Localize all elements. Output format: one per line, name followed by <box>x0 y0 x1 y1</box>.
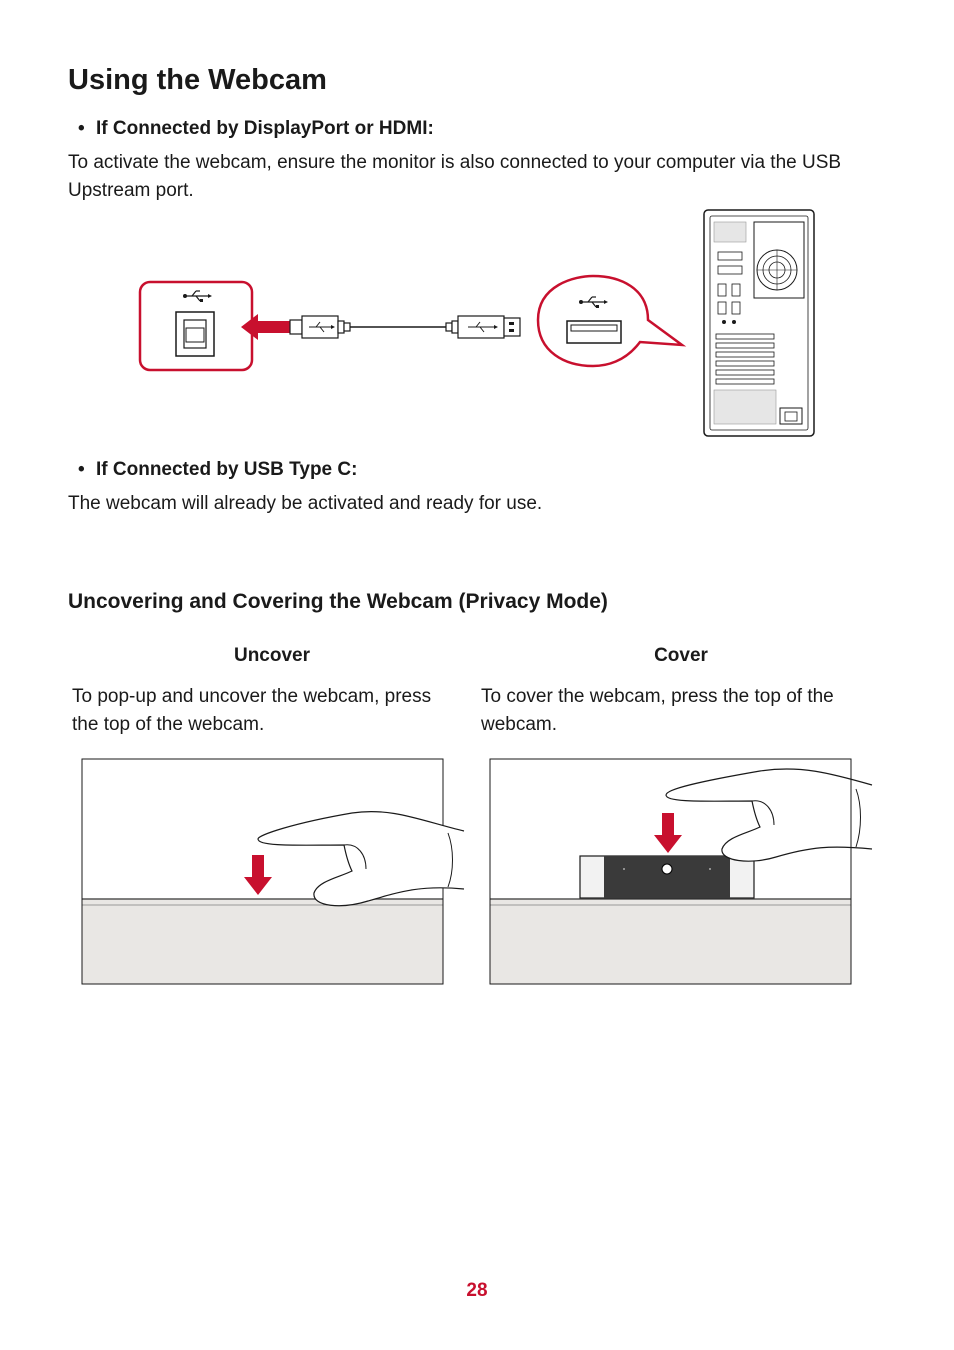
webcam-icon <box>580 856 754 898</box>
bullet-label: If Connected by USB Type C: <box>96 459 358 480</box>
bullet-usb-type-c <box>78 459 357 481</box>
cover-heading: Cover <box>654 645 708 666</box>
usb-c-instructions: The webcam will already be activated and ready for use. <box>68 493 543 514</box>
bullet-displayport-hdmi <box>78 118 434 140</box>
uncover-heading: Uncover <box>233 645 311 666</box>
privacy-mode-heading: Uncovering and Covering the Webcam (Privacy Mode) <box>68 590 608 613</box>
bullet-label: If Connected by DisplayPort or HDMI: <box>96 118 434 139</box>
usb-b-port-icon <box>140 282 252 370</box>
displayport-instructions: To activate the webcam, ensure the monitor is also connected to your computer via the USB Upstream port. <box>68 152 842 201</box>
page-title: Using the Webcam <box>68 64 327 96</box>
bullet-dot: • <box>78 459 85 480</box>
uncover-instructions: To pop-up and uncover the webcam, press the top of the webcam. <box>72 686 432 735</box>
usb-connection-diagram <box>0 200 954 445</box>
bullet-dot: • <box>78 118 85 139</box>
usb-cable <box>290 316 520 338</box>
uncover-illustration <box>82 759 482 985</box>
page-number: 28 <box>466 1280 488 1301</box>
computer-tower-icon <box>704 210 814 436</box>
usb-a-port-icon <box>538 276 682 366</box>
cover-illustration <box>490 759 890 985</box>
cover-instructions: To cover the webcam, press the top of the webcam. <box>481 686 834 735</box>
